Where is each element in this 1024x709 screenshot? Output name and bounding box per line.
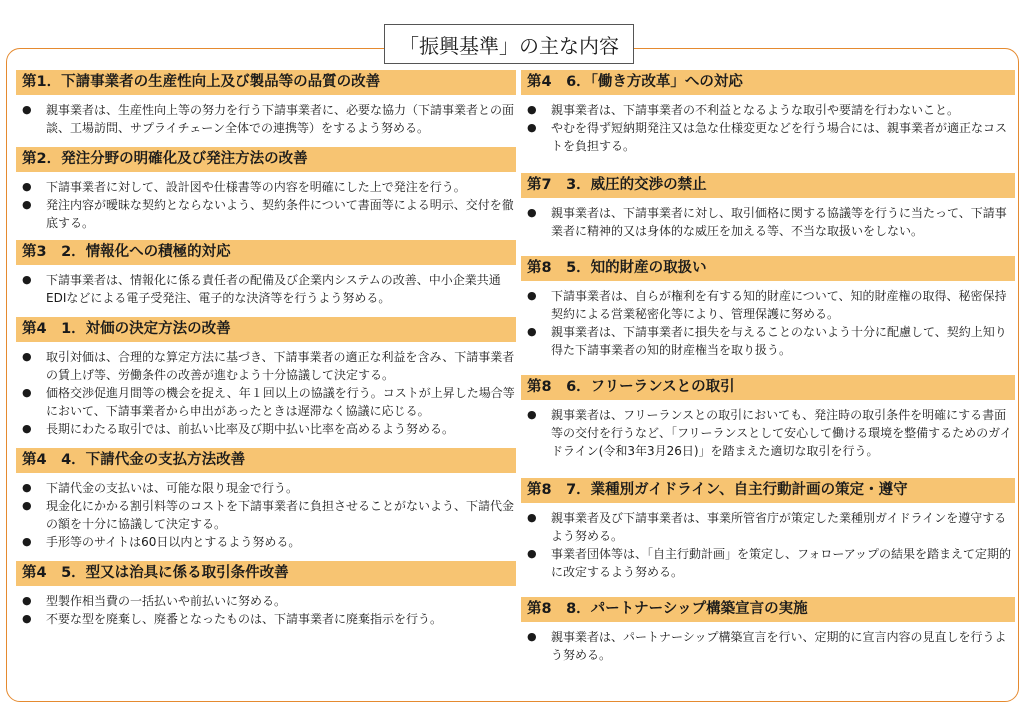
bullet-icon: ●: [527, 325, 537, 338]
section: [16, 70, 516, 143]
list-item: [521, 545, 1015, 581]
section-heading: 第1．下請事業者の生産性向上及び製品等の品質の改善: [16, 70, 516, 95]
list-item-text: 型製作相当費の一括払いや前払いに努める。: [46, 594, 287, 608]
section-heading: 第4 6．「働き方改革」への対応: [521, 70, 1015, 95]
list-item-text: 下請事業者は、情報化に係る責任者の配備及び企業内システムの改善、中小企業共通EDIなどによる電子受発注、電子的な決済等を行うよう努める。: [46, 273, 501, 305]
list-item: [16, 610, 516, 628]
bullet-icon: ●: [527, 630, 537, 643]
list-item: [16, 420, 516, 438]
list-item-text: 不要な型を廃棄し、廃番となったものは、下請事業者に廃棄指示を行う。: [46, 612, 443, 626]
list-item-text: 親事業者及び下請事業者は、事業所管省庁が策定した業種別ガイドラインを遵守するよう努める。: [551, 511, 1007, 543]
bullet-icon: ●: [527, 547, 537, 560]
left-column: [16, 70, 516, 634]
section-items: [521, 400, 1015, 466]
section-heading: 第8 5．知的財産の取扱い: [521, 256, 1015, 281]
section: [16, 448, 516, 557]
bullet-icon: ●: [527, 289, 537, 302]
list-item: [16, 271, 516, 307]
section-items: [521, 198, 1015, 246]
list-item-text: 発注内容が曖昧な契約とならないよう、契約条件について書面等による明示、交付を徹底する。: [46, 198, 514, 230]
section-heading: 第8 8．パートナーシップ構築宣言の実施: [521, 597, 1015, 622]
list-item: [521, 509, 1015, 545]
bullet-icon: ●: [22, 535, 32, 548]
section-items: [521, 622, 1015, 670]
section: [16, 561, 516, 634]
section: [521, 478, 1015, 587]
list-item-text: 事業者団体等は、「自主行動計画」を策定し、フォローアップの結果を踏まえて定期的に改定するよう努める。: [551, 547, 1011, 579]
section-items: [16, 586, 516, 634]
list-item: [16, 479, 516, 497]
list-item: [521, 323, 1015, 359]
list-item-text: 親事業者は、下請事業者の不利益となるような取引や要請を行わないこと。: [551, 103, 960, 117]
page-title: 「振興基準」の主な内容: [384, 24, 634, 64]
bullet-icon: ●: [527, 408, 537, 421]
section-heading: 第4 4．下請代金の支払方法改善: [16, 448, 516, 473]
bullet-icon: ●: [22, 481, 32, 494]
bullet-icon: ●: [22, 594, 32, 607]
list-item: [521, 204, 1015, 240]
list-item: [521, 406, 1015, 460]
bullet-icon: ●: [527, 121, 537, 134]
list-item-text: 取引対価は、合理的な算定方法に基づき、下請事業者の適正な利益を含み、下請事業者の賃上げ等、労働条件の改善が進むよう十分協議して決定する。: [46, 350, 515, 382]
right-column: [521, 70, 1015, 670]
list-item-text: 現金化にかかる割引料等のコストを下請事業者に負担させることがないよう、下請代金の額を十分に協議して決定する。: [46, 499, 515, 531]
section: [521, 375, 1015, 466]
list-item-text: 下請事業者は、自らが権利を有する知的財産について、知的財産権の取得、秘密保持契約による営業秘密化等により、管理保護に努める。: [551, 289, 1007, 321]
section-items: [521, 95, 1015, 161]
section-heading: 第2．発注分野の明確化及び発注方法の改善: [16, 147, 516, 172]
section-items: [16, 265, 516, 313]
list-item: [16, 178, 516, 196]
bullet-icon: ●: [527, 206, 537, 219]
bullet-icon: ●: [22, 612, 32, 625]
bullet-icon: ●: [22, 386, 32, 399]
section-heading: 第3 2．情報化への積極的対応: [16, 240, 516, 265]
list-item-text: 親事業者は、下請事業者に損失を与えることのないよう十分に配慮して、契約上知り得た下請事業者の知的財産権当を取り扱う。: [551, 325, 1007, 357]
section: [16, 240, 516, 313]
section-heading: 第7 3．威圧的交渉の禁止: [521, 173, 1015, 198]
section-items: [521, 281, 1015, 365]
list-item-text: 長期にわたる取引では、前払い比率及び期中払い比率を高めるよう努める。: [46, 422, 455, 436]
list-item: [521, 287, 1015, 323]
bullet-icon: ●: [22, 180, 32, 193]
section-items: [16, 473, 516, 557]
list-item: [16, 497, 516, 533]
list-item: [16, 348, 516, 384]
section: [521, 597, 1015, 670]
list-item-text: 親事業者は、フリーランスとの取引においても、発注時の取引条件を明確にする書面等の交付を行うなど、「フリーランスとして安心して働ける環境を整備するためのガイドライン(令和3年3月26日)」を踏まえた適切な取引を行う。: [551, 408, 1012, 458]
section-items: [16, 342, 516, 444]
section-items: [16, 172, 516, 238]
section-items: [521, 503, 1015, 587]
list-item-text: 価格交渉促進月間等の機会を捉え、年１回以上の協議を行う。コストが上昇した場合等において、下請事業者から申出があったときは遅滞なく協議に応じる。: [46, 386, 515, 418]
list-item: [521, 628, 1015, 664]
bullet-icon: ●: [22, 499, 32, 512]
list-item: [521, 101, 1015, 119]
list-item-text: やむを得ず短納期発注又は急な仕様変更などを行う場合には、親事業者が適正なコストを負担する。: [551, 121, 1008, 153]
list-item: [16, 592, 516, 610]
bullet-icon: ●: [22, 198, 32, 211]
list-item: [16, 384, 516, 420]
list-item-text: 手形等のサイトは60日以内とするよう努める。: [46, 535, 301, 549]
list-item-text: 下請事業者に対して、設計図や仕様書等の内容を明確にした上で発注を行う。: [46, 180, 466, 194]
list-item: [16, 196, 516, 232]
bullet-icon: ●: [527, 103, 537, 116]
list-item: [16, 101, 516, 137]
list-item-text: 親事業者は、下請事業者に対し、取引価格に関する協議等を行うに当たって、下請事業者に精神的又は身体的な威圧を加える等、不当な取扱いをしない。: [551, 206, 1007, 238]
section: [521, 173, 1015, 246]
section-heading: 第4 5．型又は治具に係る取引条件改善: [16, 561, 516, 586]
list-item-text: 親事業者は、パートナーシップ構築宣言を行い、定期的に宣言内容の見直しを行うよう努める。: [551, 630, 1007, 662]
section-heading: 第8 6．フリーランスとの取引: [521, 375, 1015, 400]
section: [16, 147, 516, 238]
list-item: [521, 119, 1015, 155]
bullet-icon: ●: [22, 103, 32, 116]
bullet-icon: ●: [527, 511, 537, 524]
bullet-icon: ●: [22, 273, 32, 286]
section: [16, 317, 516, 444]
list-item-text: 親事業者は、生産性向上等の努力を行う下請事業者に、必要な協力（下請事業者との面談、工場訪問、サプライチェーン全体での連携等）をするよう努める。: [46, 103, 515, 135]
list-item-text: 下請代金の支払いは、可能な限り現金で行う。: [46, 481, 299, 495]
section: [521, 70, 1015, 161]
section-heading: 第8 7．業種別ガイドライン、自主行動計画の策定・遵守: [521, 478, 1015, 503]
bullet-icon: ●: [22, 350, 32, 363]
section-items: [16, 95, 516, 143]
section: [521, 256, 1015, 365]
section-heading: 第4 1．対価の決定方法の改善: [16, 317, 516, 342]
bullet-icon: ●: [22, 422, 32, 435]
list-item: [16, 533, 516, 551]
